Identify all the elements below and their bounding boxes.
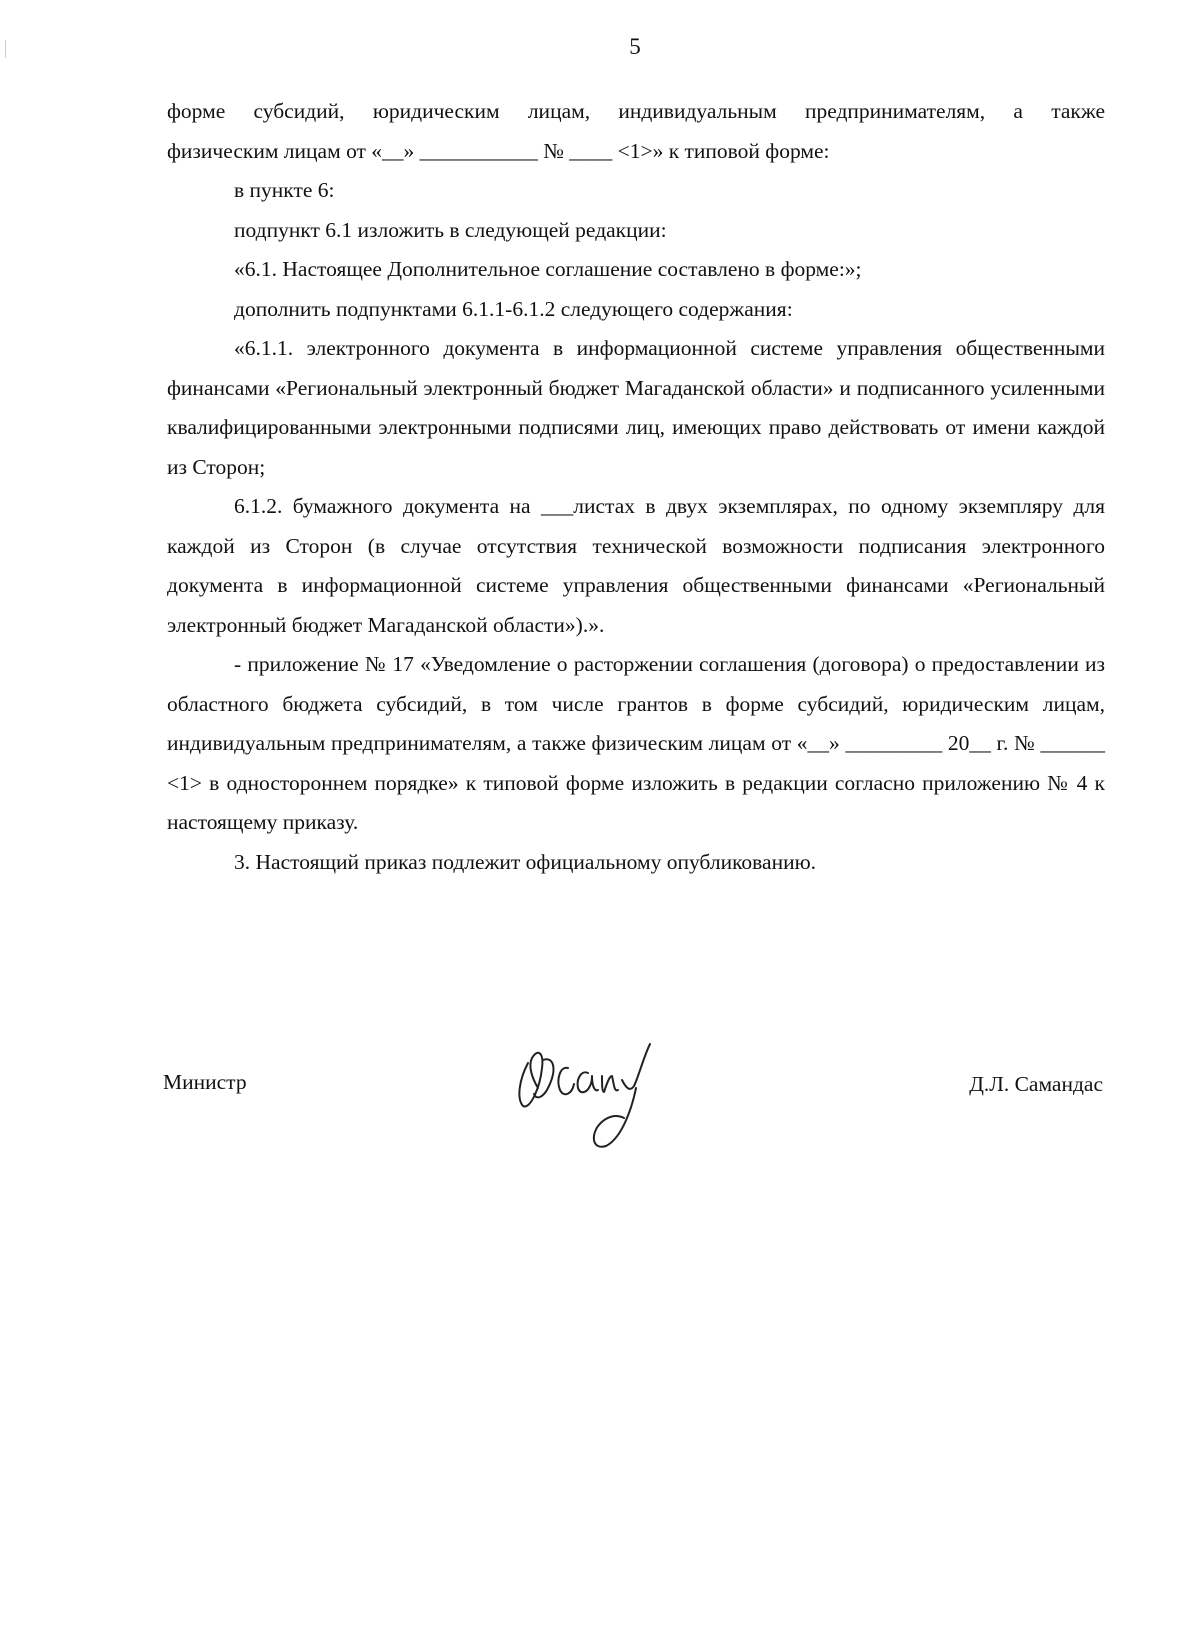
paragraph-6-1-text: «6.1. Настоящее Дополнительное соглашение составлено в форме:»; — [234, 257, 862, 281]
handwritten-signature — [498, 1018, 698, 1168]
paragraph-6-1-2: 6.1.2. бумажного документа на ___листах в двух экземплярах, по одному экземпляру для каждой из Сторон (в случае отсутствия технической возможности подписания электронного документа в информационной системе управления общественными финансами «Региональный электронный бюджет Магаданской области»).». — [167, 494, 1105, 637]
document-body — [167, 92, 1105, 882]
paragraph-item-3: 3. Настоящий приказ подлежит официальному опубликованию. — [234, 849, 817, 874]
signer-title: Министр — [163, 1070, 247, 1094]
paragraph-appendix-17: - приложение № 17 «Уведомление о расторжении соглашения (договора) о предоставлении из областного бюджета субсидий, в том числе грантов в форме субсидий, юридическим лицам, индивидуальным предпринимателям, а также физическим лицам от «__» _________ 20__ г. № ______ <1> в одностороннем порядке» к типовой форме изложить в редакции согласно приложению № 4 к настоящему приказу. — [167, 652, 1105, 834]
paragraph-6-1-1: «6.1.1. электронного документа в информационной системе управления общественными финансами «Региональный электронный бюджет Магаданской области» и подписанного усиленными квалифицированными электронными подписями лиц, имеющих право действовать от имени каждой из Сторон; — [167, 336, 1105, 479]
paragraph-subpoint-6-1: подпункт 6.1 изложить в следующей редакции: — [234, 217, 667, 242]
paragraph-supplement: дополнить подпунктами 6.1.1-6.1.2 следующего содержания: — [234, 296, 793, 321]
paragraph-continuation-line1: форме субсидий, юридическим лицам, индивидуальным предпринимателям, а также — [167, 99, 1105, 123]
page-number: 5 — [629, 34, 641, 59]
paragraph-continuation-line2: физическим лицам от «__» ___________ № ____ <1>» к типовой форме: — [167, 138, 830, 163]
signer-name: Д.Л. Самандас — [969, 1072, 1103, 1096]
signature-block — [163, 1018, 1103, 1178]
paragraph-point6: в пункте 6: — [234, 178, 335, 202]
